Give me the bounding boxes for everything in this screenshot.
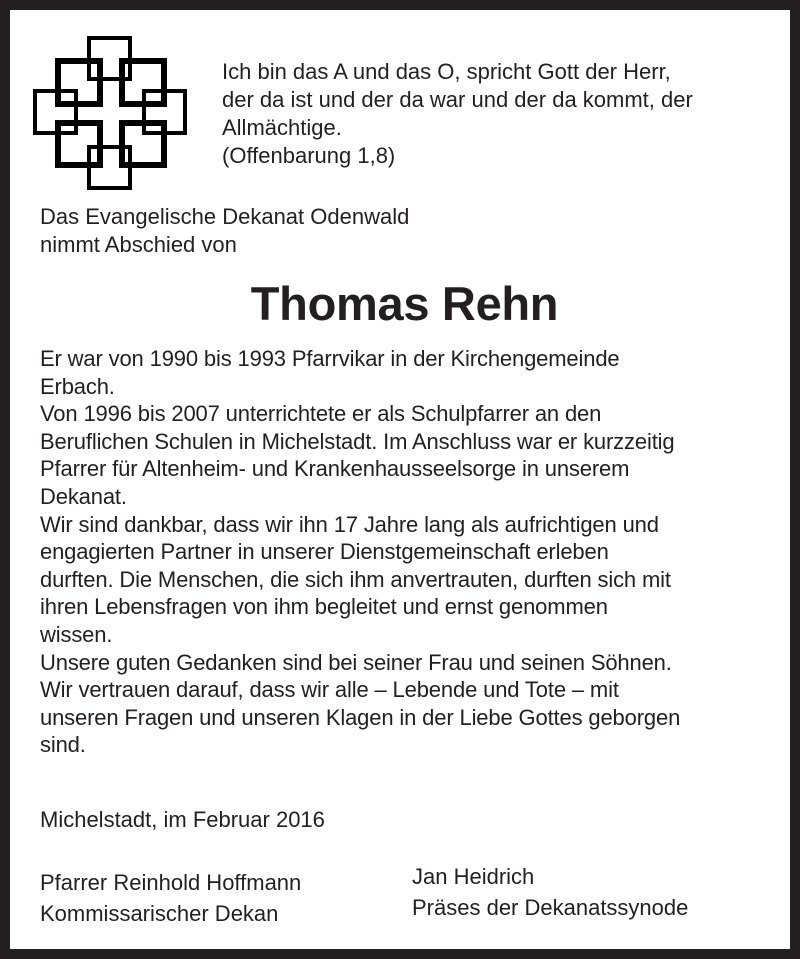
body-line: Er war von 1990 bis 1993 Pfarrvikar in der Kirchengemeinde: [40, 346, 620, 371]
place-date: Michelstadt, im Februar 2016: [40, 807, 325, 832]
signatory-right: [412, 861, 688, 923]
intro-line: Das Evangelische Dekanat Odenwald: [40, 204, 410, 229]
body-line: Pfarrer für Altenheim- und Krankenhausseelsorge in unserem: [40, 456, 630, 482]
bible-verse: [222, 58, 693, 170]
signatory-title: Kommissarischer Dekan: [40, 901, 279, 926]
verse-reference: (Offenbarung 1,8): [222, 143, 396, 168]
body-line: Unsere guten Gedanken sind bei seiner Frau und seinen Söhnen.: [40, 649, 672, 675]
body-line: Erbach.: [40, 373, 115, 399]
body-line: engagierten Partner in unserer Dienstgemeinschaft erleben: [40, 539, 609, 565]
verse-line: Allmächtige.: [222, 115, 342, 140]
verse-line: der da ist und der da war und der da kommt, der: [222, 87, 693, 112]
signatory-left: [40, 867, 301, 929]
body-line: Wir vertrauen darauf, dass wir alle – Lebende und Tote – mit: [40, 677, 619, 703]
body-line: Von 1996 bis 2007 unterrichtete er als Schulpfarrer an den: [40, 401, 602, 427]
body-line: durften. Die Menschen, die sich ihm anvertrauten, durften sich mit: [40, 566, 671, 592]
signatory-name: Jan Heidrich: [412, 864, 535, 889]
body-line: Wir sind dankbar, dass wir ihn 17 Jahre lang als aufrichtigen und: [40, 511, 659, 537]
interlaced-squares-cross-icon: [30, 32, 188, 192]
signatory-title: Präses der Dekanatssynode: [412, 895, 689, 920]
body-line: Dekanat.: [40, 483, 127, 509]
signatory-name: Pfarrer Reinhold Hoffmann: [40, 870, 302, 895]
obituary-body: [40, 345, 680, 759]
intro-text: [40, 203, 409, 259]
body-line: wissen.: [40, 621, 113, 647]
body-line: Beruflichen Schulen in Michelstadt. Im Anschluss war er kurzzeitig: [40, 428, 675, 454]
intro-line: nimmt Abschied von: [40, 232, 237, 257]
deceased-name: Thomas Rehn: [250, 277, 559, 330]
verse-line: Ich bin das A und das O, spricht Gott der Herr,: [222, 59, 671, 84]
body-line: ihren Lebensfragen von ihm begleitet und ernst genommen: [40, 594, 608, 620]
body-line: unseren Fragen und unseren Klagen in der Liebe Gottes geborgen: [40, 704, 681, 730]
body-line: sind.: [40, 732, 86, 758]
